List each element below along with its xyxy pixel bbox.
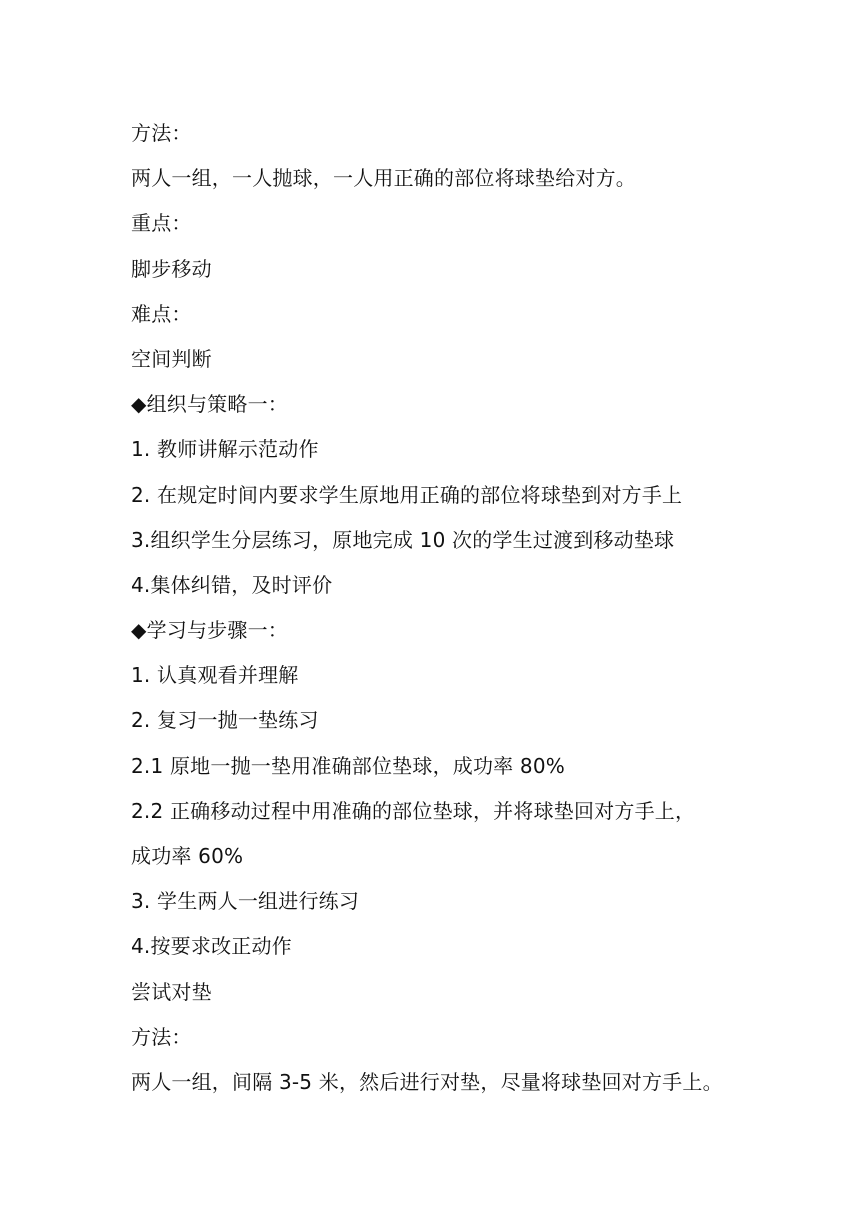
learning-step-item: 2. 复习一抛一垫练习	[131, 708, 319, 733]
method-text: 两人一组，间隔 3-5 米，然后进行对垫，尽量将球垫回对方手上。	[131, 1069, 723, 1094]
learning-step-item: 3. 学生两人一组进行练习	[131, 889, 360, 914]
key-point-text: 脚步移动	[131, 256, 212, 281]
method-heading: 方法：	[131, 1024, 192, 1049]
key-point-heading: 重点：	[131, 211, 192, 236]
learning-substep-item: 2.1 原地一抛一垫用准确部位垫球，成功率 80%	[131, 753, 565, 778]
organization-strategy-heading: ◆组织与策略一：	[131, 392, 288, 417]
learning-substep-continuation: 成功率 60%	[131, 844, 244, 868]
method-heading: 方法：	[131, 121, 192, 145]
organization-item: 1. 教师讲解示范动作	[131, 437, 319, 462]
organization-item: 3.组织学生分层练习，原地完成 10 次的学生过渡到移动垫球	[131, 527, 675, 552]
difficulty-text: 空间判断	[131, 346, 212, 371]
organization-item: 4.集体纠错，及时评价	[131, 572, 333, 597]
learning-step-item: 1. 认真观看并理解	[131, 663, 299, 688]
organization-item: 2. 在规定时间内要求学生原地用正确的部位将球垫到对方手上	[131, 482, 683, 507]
section-title: 尝试对垫	[131, 979, 212, 1004]
document-body	[131, 111, 751, 1105]
difficulty-heading: 难点：	[131, 301, 192, 326]
learning-step-item: 4.按要求改正动作	[131, 934, 292, 959]
learning-steps-heading: ◆学习与步骤一：	[131, 618, 288, 643]
learning-substep-item: 2.2 正确移动过程中用准确的部位垫球，并将球垫回对方手上，	[131, 798, 696, 823]
method-text: 两人一组，一人抛球，一人用正确的部位将球垫给对方。	[131, 166, 636, 191]
